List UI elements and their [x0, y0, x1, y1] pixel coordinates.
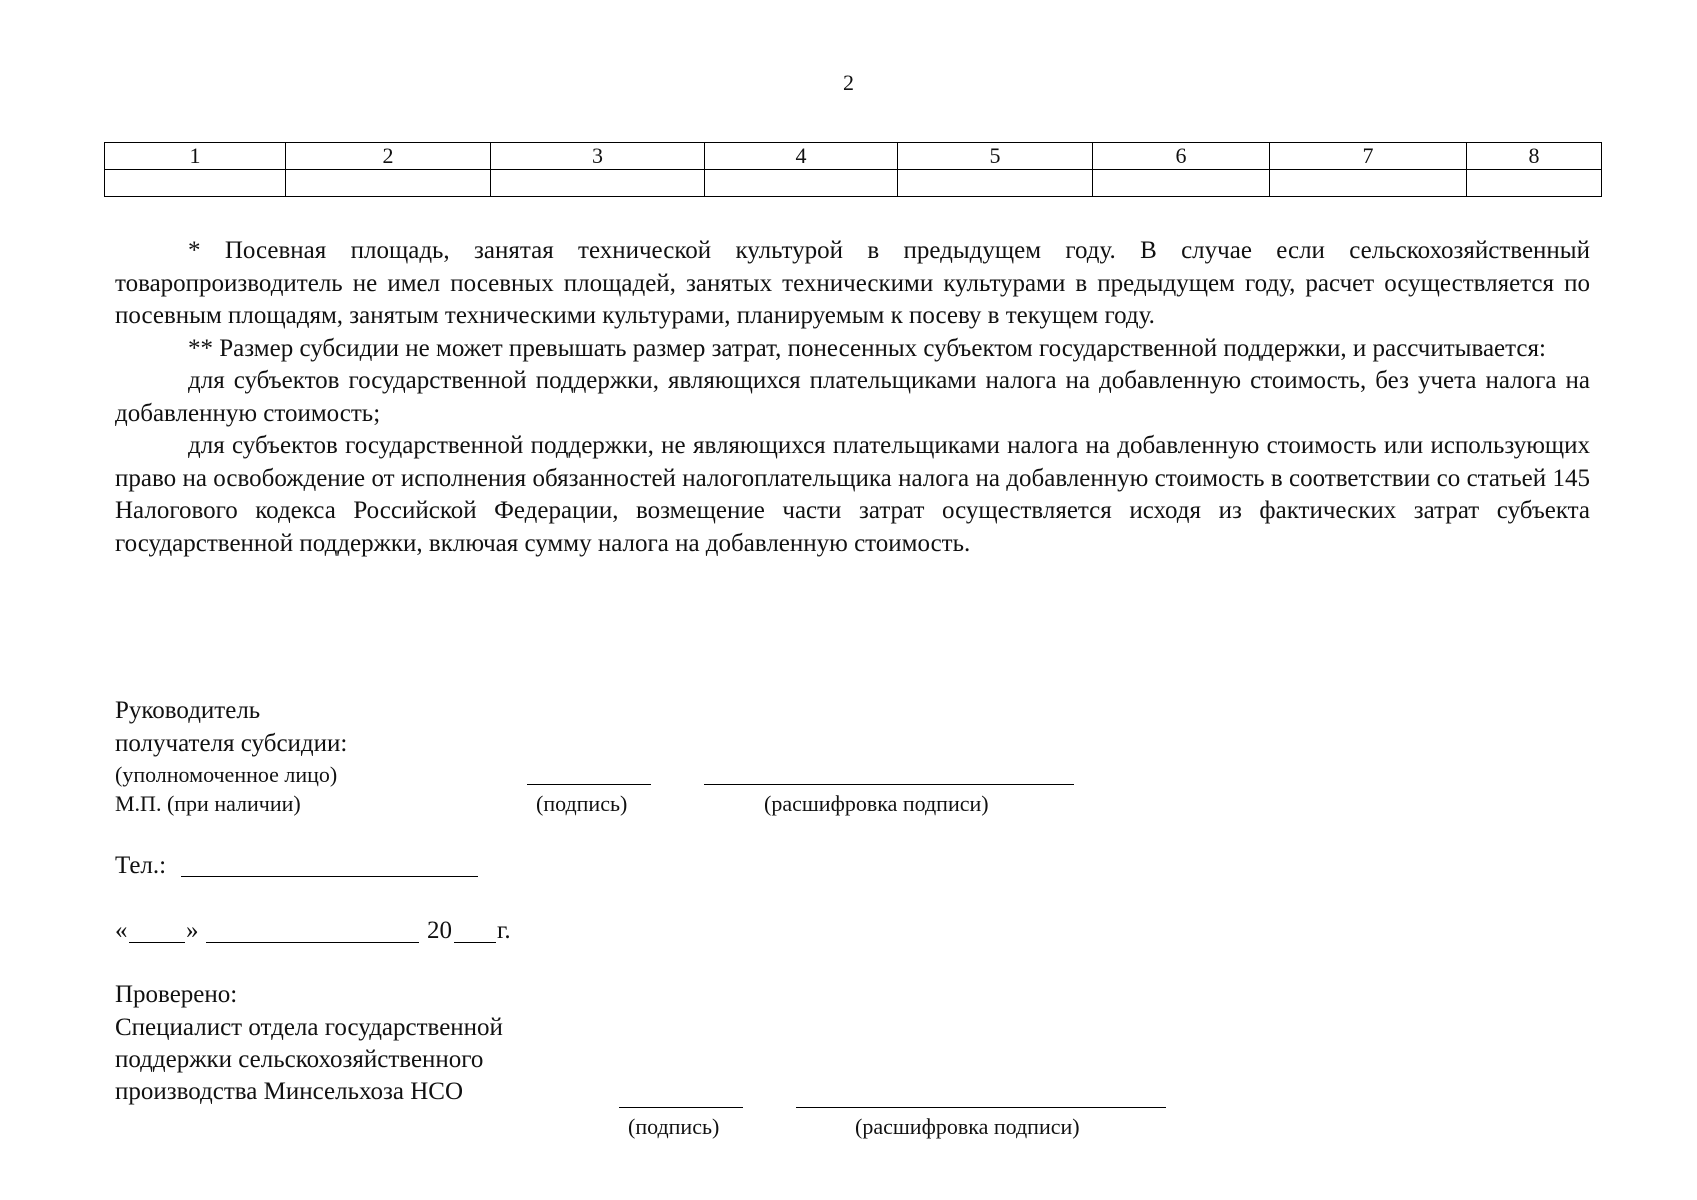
footnotes [115, 235, 1590, 560]
authorized-person-label: (уполномоченное лицо) [115, 762, 338, 787]
footnote-sown-area: * Посевная площадь, занятая технической культурой в предыдущем году. В случае если сельскохозяйственный товаропроизводитель не имел посевных площадей, занятых техническими культурами в предыдущем году, расчет осуществляется по посевным площадям, занятым техническими культурами, планируемым к посеву в текущем году. [115, 237, 1590, 329]
table-cell [705, 170, 898, 197]
footnote-non-vat-payers: для субъектов государственной поддержки, не являющихся плательщиками налога на добавленную стоимость или использующих право на освобождение от исполнения обязанностей налогоплательщика налога на добавленную стоимость в соответствии со статьей 145 Налогового кодекса Российской Федерации, возмещение части затрат осуществляется исходя из фактических затрат субъекта государственной поддержки, включая сумму налога на добавленную стоимость. [115, 432, 1590, 557]
table-header-cell: 1 [105, 143, 286, 170]
head-label-line2: получателя субсидии: [115, 730, 348, 757]
verified-decoding-caption: (расшифровка подписи) [855, 1114, 1080, 1139]
table-cell [1467, 170, 1602, 197]
signature-line [527, 784, 651, 785]
date-year-suffix: г. [497, 917, 511, 944]
date-year-prefix: 20 [427, 917, 452, 944]
table-header-cell: 6 [1093, 143, 1270, 170]
verified-line1: Специалист отдела государственной [115, 1014, 503, 1041]
signature-decoding-line [704, 784, 1074, 785]
footnote-subsidy-size: ** Размер субсидии не может превышать размер затрат, понесенных субъектом государственной поддержки, и рассчитывается: [188, 334, 1546, 362]
verified-line2: поддержки сельскохозяйственного [115, 1046, 484, 1073]
verified-line3: производства Минсельхоза НСО [115, 1078, 464, 1105]
date-close-quote: » [186, 917, 199, 944]
table-header-cell: 2 [286, 143, 491, 170]
date-open-quote: « [115, 917, 128, 944]
verified-label: Проверено: [115, 981, 238, 1008]
table-header-cell: 3 [491, 143, 705, 170]
date-day-line [129, 942, 185, 943]
date-month-line [206, 942, 419, 943]
date-year-line [454, 942, 496, 943]
table-cell [1093, 170, 1270, 197]
table-cell [898, 170, 1093, 197]
verified-signature-line [619, 1107, 743, 1108]
verified-signature-caption: (подпись) [628, 1114, 720, 1139]
signature-caption: (подпись) [536, 791, 628, 816]
columns-table [104, 142, 1602, 197]
signature-decoding-caption: (расшифровка подписи) [764, 791, 989, 816]
page-number: 2 [843, 70, 854, 95]
phone-label: Тел.: [115, 852, 167, 879]
table-header-cell: 4 [705, 143, 898, 170]
head-label-line1: Руководитель [115, 697, 261, 724]
table-header-row [105, 143, 1602, 170]
table-cell [286, 170, 491, 197]
table-cell [105, 170, 286, 197]
table-cell [491, 170, 705, 197]
table-header-cell: 8 [1467, 143, 1602, 170]
table-header-cell: 5 [898, 143, 1093, 170]
table-cell [1270, 170, 1467, 197]
footnote-vat-payers: для субъектов государственной поддержки, являющихся плательщиками налога на добавленную стоимость, без учета налога на добавленную стоимость; [115, 367, 1590, 427]
seal-label: М.П. (при наличии) [115, 791, 301, 816]
phone-line [181, 876, 478, 877]
table-header-cell: 7 [1270, 143, 1467, 170]
verified-decoding-line [796, 1107, 1166, 1108]
table-row [105, 170, 1602, 197]
